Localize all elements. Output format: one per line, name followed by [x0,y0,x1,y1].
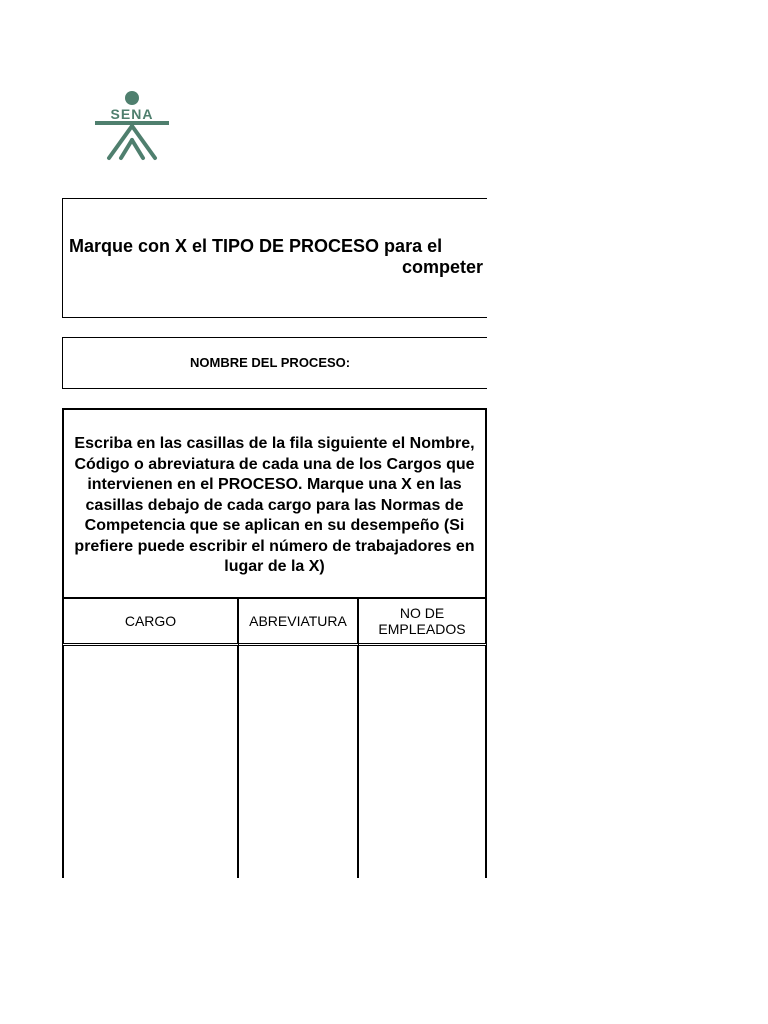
process-name-box[interactable] [62,337,487,389]
title-line-2: competer [402,257,484,277]
no-empleados-input-cell[interactable] [359,646,487,878]
instructions-cell [62,408,487,598]
header-abreviatura: ABREVIATURA [239,597,359,646]
process-type-instruction [69,236,509,278]
sena-logo [93,90,171,162]
instructions-text: Escriba en las casillas de la fila siguiente el Nombre, Código o abreviatura de cada una de los Cargos que intervienen en el PROCESO. Marque una X en las casillas debajo de cada cargo para las Normas de Competencia que se aplican en su desempeño (Si prefiere puede escribir el número de trabajadores en lugar de la X) [74,435,475,575]
cargo-input-cell[interactable] [62,646,239,878]
logo-text: SENA [110,106,154,122]
header-no-empleados: NO DE EMPLEADOS [359,597,487,646]
header-cargo: CARGO [62,597,239,646]
abreviatura-input-cell[interactable] [239,646,359,878]
positions-table [62,408,487,878]
process-type-box [62,198,487,318]
process-name-label: NOMBRE DEL PROCESO: [190,355,351,370]
title-line-1: Marque con X el TIPO DE PROCESO para el [69,236,443,256]
sena-logo-graphic [93,90,171,162]
